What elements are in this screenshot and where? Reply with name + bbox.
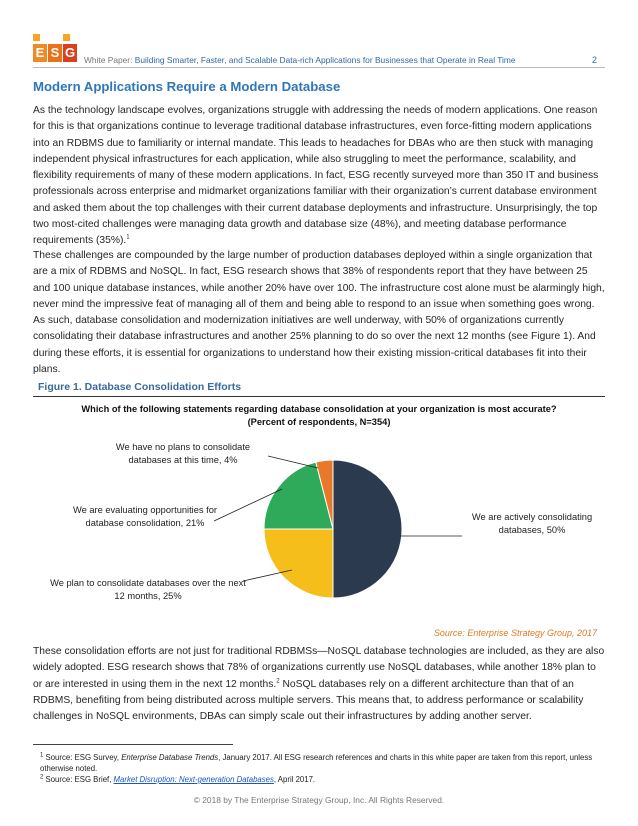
footnote-brief-link[interactable]: Market Disruption: Next-generation Databases	[113, 775, 274, 784]
footnote-ref[interactable]: 1	[126, 234, 130, 241]
logo-square-decoration	[33, 34, 40, 41]
section-title: Modern Applications Require a Modern Database	[33, 79, 341, 94]
footnote-1	[40, 752, 600, 774]
pie-slice-plan-to-consolidate	[264, 529, 333, 598]
figure-title: Figure 1. Database Consolidation Efforts	[38, 381, 242, 393]
pie-slice-actively-consolidating	[333, 460, 402, 598]
paragraph-2: These challenges are compounded by the large number of production databases deployed within a single organization that are a mix of RDBMS and NoSQL. In fact, ESG research shows that 38% of respondents report that they have between 25 and 100 unique database instances, while another 20% have over 100. The infrastructure cost alone must be alarmingly high, never mind the impressive feat of managing all of them and being able to respond to an issue when something goes wrong. As such, database consolidation and modernization initiatives are well underway, with 50% of organizations currently consolidating their database infrastructures and another 25% planning to do so over the next 12 months (see Figure 1). And during these efforts, it is essential for organizations to understand how their existing mission-critical databases fit into their plans.	[33, 250, 605, 376]
figure-source: Source: Enterprise Strategy Group, 2017	[433, 628, 597, 638]
figure-divider	[33, 396, 605, 397]
logo-letter: E	[33, 44, 47, 62]
running-header	[84, 55, 516, 65]
paragraph-1	[33, 103, 605, 250]
logo-letter: S	[48, 44, 62, 62]
footnote-report-title: Enterprise Database Trends	[121, 753, 219, 762]
leader-line-no-plans	[268, 456, 318, 468]
page-number: 2	[591, 55, 597, 65]
footnote-2	[40, 774, 600, 785]
header-title: Building Smarter, Faster, and Scalable Data-rich Applications for Businesses that Operate in Real Time	[134, 55, 516, 65]
footnote-text: Source: ESG Brief,	[43, 775, 114, 784]
paragraph-text: NoSQL databases rely on a different architecture than that of an RDBMS, benefiting from being distributed across multiple servers. This means that, to address performance or scalability challenges in NoSQL environments, DBAs can simply scale out their infrastructures by adding another server.	[33, 678, 584, 723]
slice-label-plan-to-consolidate: We plan to consolidate databases over the next 12 months, 25%	[50, 578, 246, 601]
footnote-text: Source: ESG Survey,	[43, 753, 122, 762]
paragraph-text: As the technology landscape evolves, organizations struggle with addressing the needs of modern applications. One reason for this is that organizations continue to leverage traditional database infrastructures, even force-fitting modern applications into an RDBMS due to familiarity or internal mandate. This leads to headaches for DBAs who are then stuck with managing independent physical infrastructures for each application, while also struggling to meet the performance, scalability, and flexibility requirements of many of these modern applications. In fact, ESG recently surveyed more than 350 IT and business professionals across enterprise and midmarket organizations familiar with their organization’s current database environment and asked them about the top challenges with their current database deployments and infrastructure. Unsurprisingly, the top two most-cited challenges were managing data growth and database size (48%), and meeting database performance requirements (35%).	[33, 105, 599, 247]
esg-logo	[33, 38, 78, 62]
footnote-number: 1	[40, 752, 44, 759]
slice-label-actively-consolidating: We are actively consolidating databases, 50%	[471, 512, 593, 535]
page-footer: © 2018 by The Enterprise Strategy Group, Inc. All Rights Reserved.	[193, 795, 445, 805]
footnote-text: , April 2017.	[273, 775, 316, 784]
footnote-divider	[33, 744, 233, 745]
slice-label-evaluating: We are evaluating opportunities for database consolidation, 21%	[72, 505, 217, 528]
footnote-ref[interactable]: 2	[276, 678, 280, 685]
slice-label-no-plans: We have no plans to consolidate databases at this time, 4%	[115, 442, 251, 465]
footnote-number: 2	[40, 774, 44, 781]
header-prefix: White Paper:	[84, 55, 133, 65]
paragraph-text: These consolidation efforts are not just for traditional RDBMSs—NoSQL database technologies are included, as they are also widely adopted. ESG research shows that 78% of organizations currently use NoSQL databases, while another 18% plan to or are interested in using them in the next 12 months.	[33, 646, 605, 690]
figure-question: Which of the following statements regarding database consolidation at your organization is most accurate? (Percent of respondents, N=354)	[81, 404, 557, 427]
header-divider	[33, 67, 605, 68]
logo-square-decoration	[63, 34, 70, 41]
logo-letter: G	[64, 45, 76, 60]
paragraph-3	[33, 644, 605, 725]
footnote-text: , January 2017. All ESG research references and charts in this white paper are taken from this report, unless otherwise noted.	[40, 753, 593, 773]
